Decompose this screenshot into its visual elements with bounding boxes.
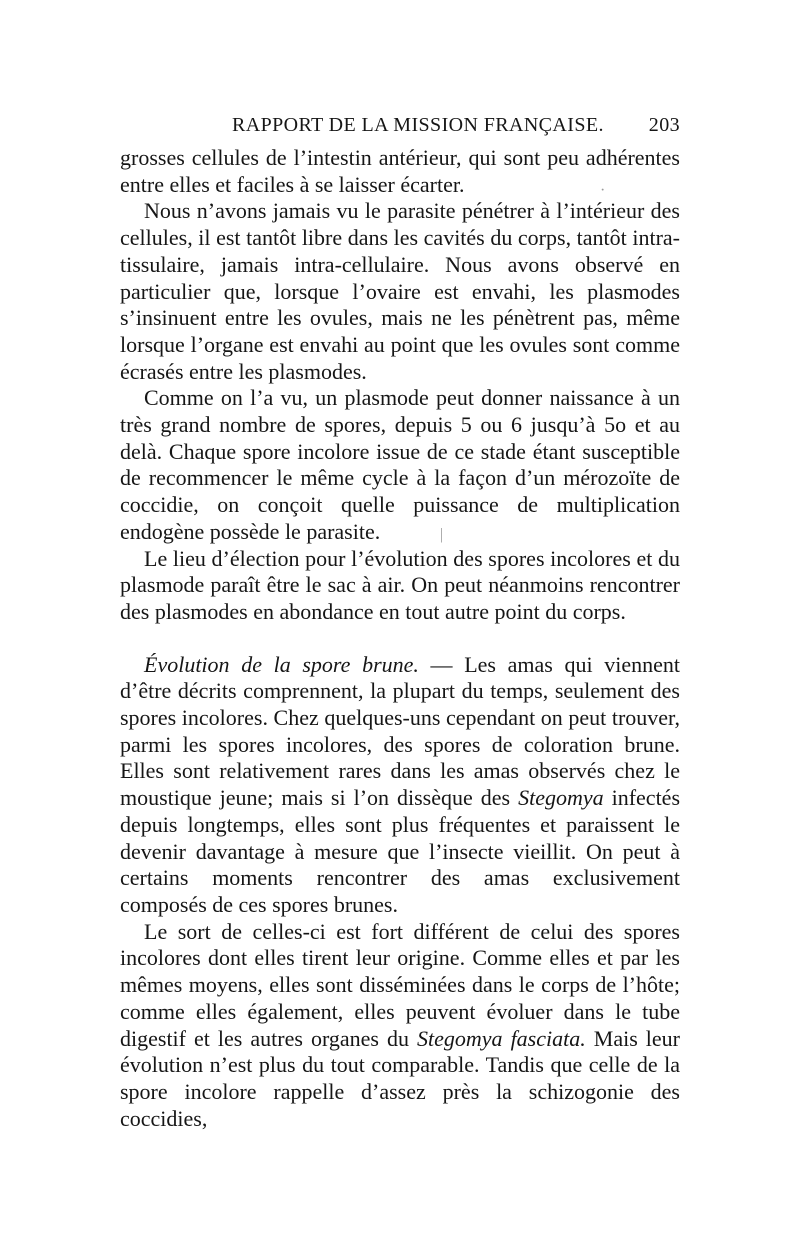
taxon-name: Stegomya fasciata. [417, 1025, 586, 1051]
print-speck: · [600, 182, 606, 199]
paragraph: Le lieu d’élection pour l’évolution des spores incolores et du plasmode paraît être le sac à air. On peut néanmoins rencontrer des plasmodes en abondance en tout autre point du corps. [120, 545, 680, 624]
section-heading: Évolution de la spore brune. [144, 651, 419, 677]
page-number: 203 [648, 114, 680, 136]
paragraph [120, 919, 680, 1133]
paragraph-text: Le sort de celles-ci est fort différent de celui des spores incolores dont elles tirent leur origine. Comme elles et par les mêmes moyens, elles sont disséminées dans le corps de l’hôte; comme elles également, elles peuvent évoluer dans le tube digestif et les autres organes du [120, 918, 680, 1051]
section-paragraph-brown-spore [120, 652, 680, 919]
paragraph-continued: grosses cellules de l’intestin antérieur, qui sont peu adhérentes entre elles et faciles à se laisser écarter. [120, 145, 680, 197]
paragraph: Comme on l’a vu, un plasmode peut donner naissance à un très grand nombre de spores, depuis 5 ou 6 jusqu’à 5o et au delà. Chaque spore incolore issue de ce stade étant susceptible de recommencer le même cycle à la façon d’un mérozoïte de coccidie, on conçoit quelle puissance de multiplication endogène possède le parasite. [120, 385, 680, 544]
taxon-name: Stegomya [518, 785, 604, 811]
paragraph: Nous n’avons jamais vu le parasite pénétrer à l’intérieur des cellules, il est tantôt libre dans les cavités du corps, tantôt intra-tissulaire, jamais intra-cellulaire. Nous avons observé en particulier que, lorsque l’ovaire est envahi, les plasmodes s’insinuent entre les ovules, mais ne les pénètrent pas, même lorsque l’organe est envahi au point que les ovules sont comme écrasés entre les plasmodes. [120, 198, 680, 384]
running-head [120, 114, 680, 142]
running-head-title: RAPPORT DE LA MISSION FRANÇAISE. [232, 114, 604, 136]
paragraph-text: infectés depuis longtemps, elles sont plus fréquentes et paraissent le devenir davantage à mesure que l’insecte vieillit. On peut à certains moments rencontrer des amas exclusivement composés de ces spores brunes. [120, 785, 681, 917]
paragraph-text: Mais leur évolution n’est plus du tout comparable. Tandis que celle de la spore incolore rappelle d’assez près la schizogonie des coccidies, [120, 1025, 680, 1131]
print-speck: | [440, 526, 444, 543]
body-text [120, 145, 680, 1132]
paragraph-text: — Les amas qui viennent d’être décrits comprennent, la plupart du temps, seulement des spores incolores. Chez quelques-uns cependant on peut trouver, parmi les spores incolores, des spores de coloration brune. Elles sont relativement rares dans les amas observés chez le moustique jeune; mais si l’on dissèque des [120, 651, 680, 811]
